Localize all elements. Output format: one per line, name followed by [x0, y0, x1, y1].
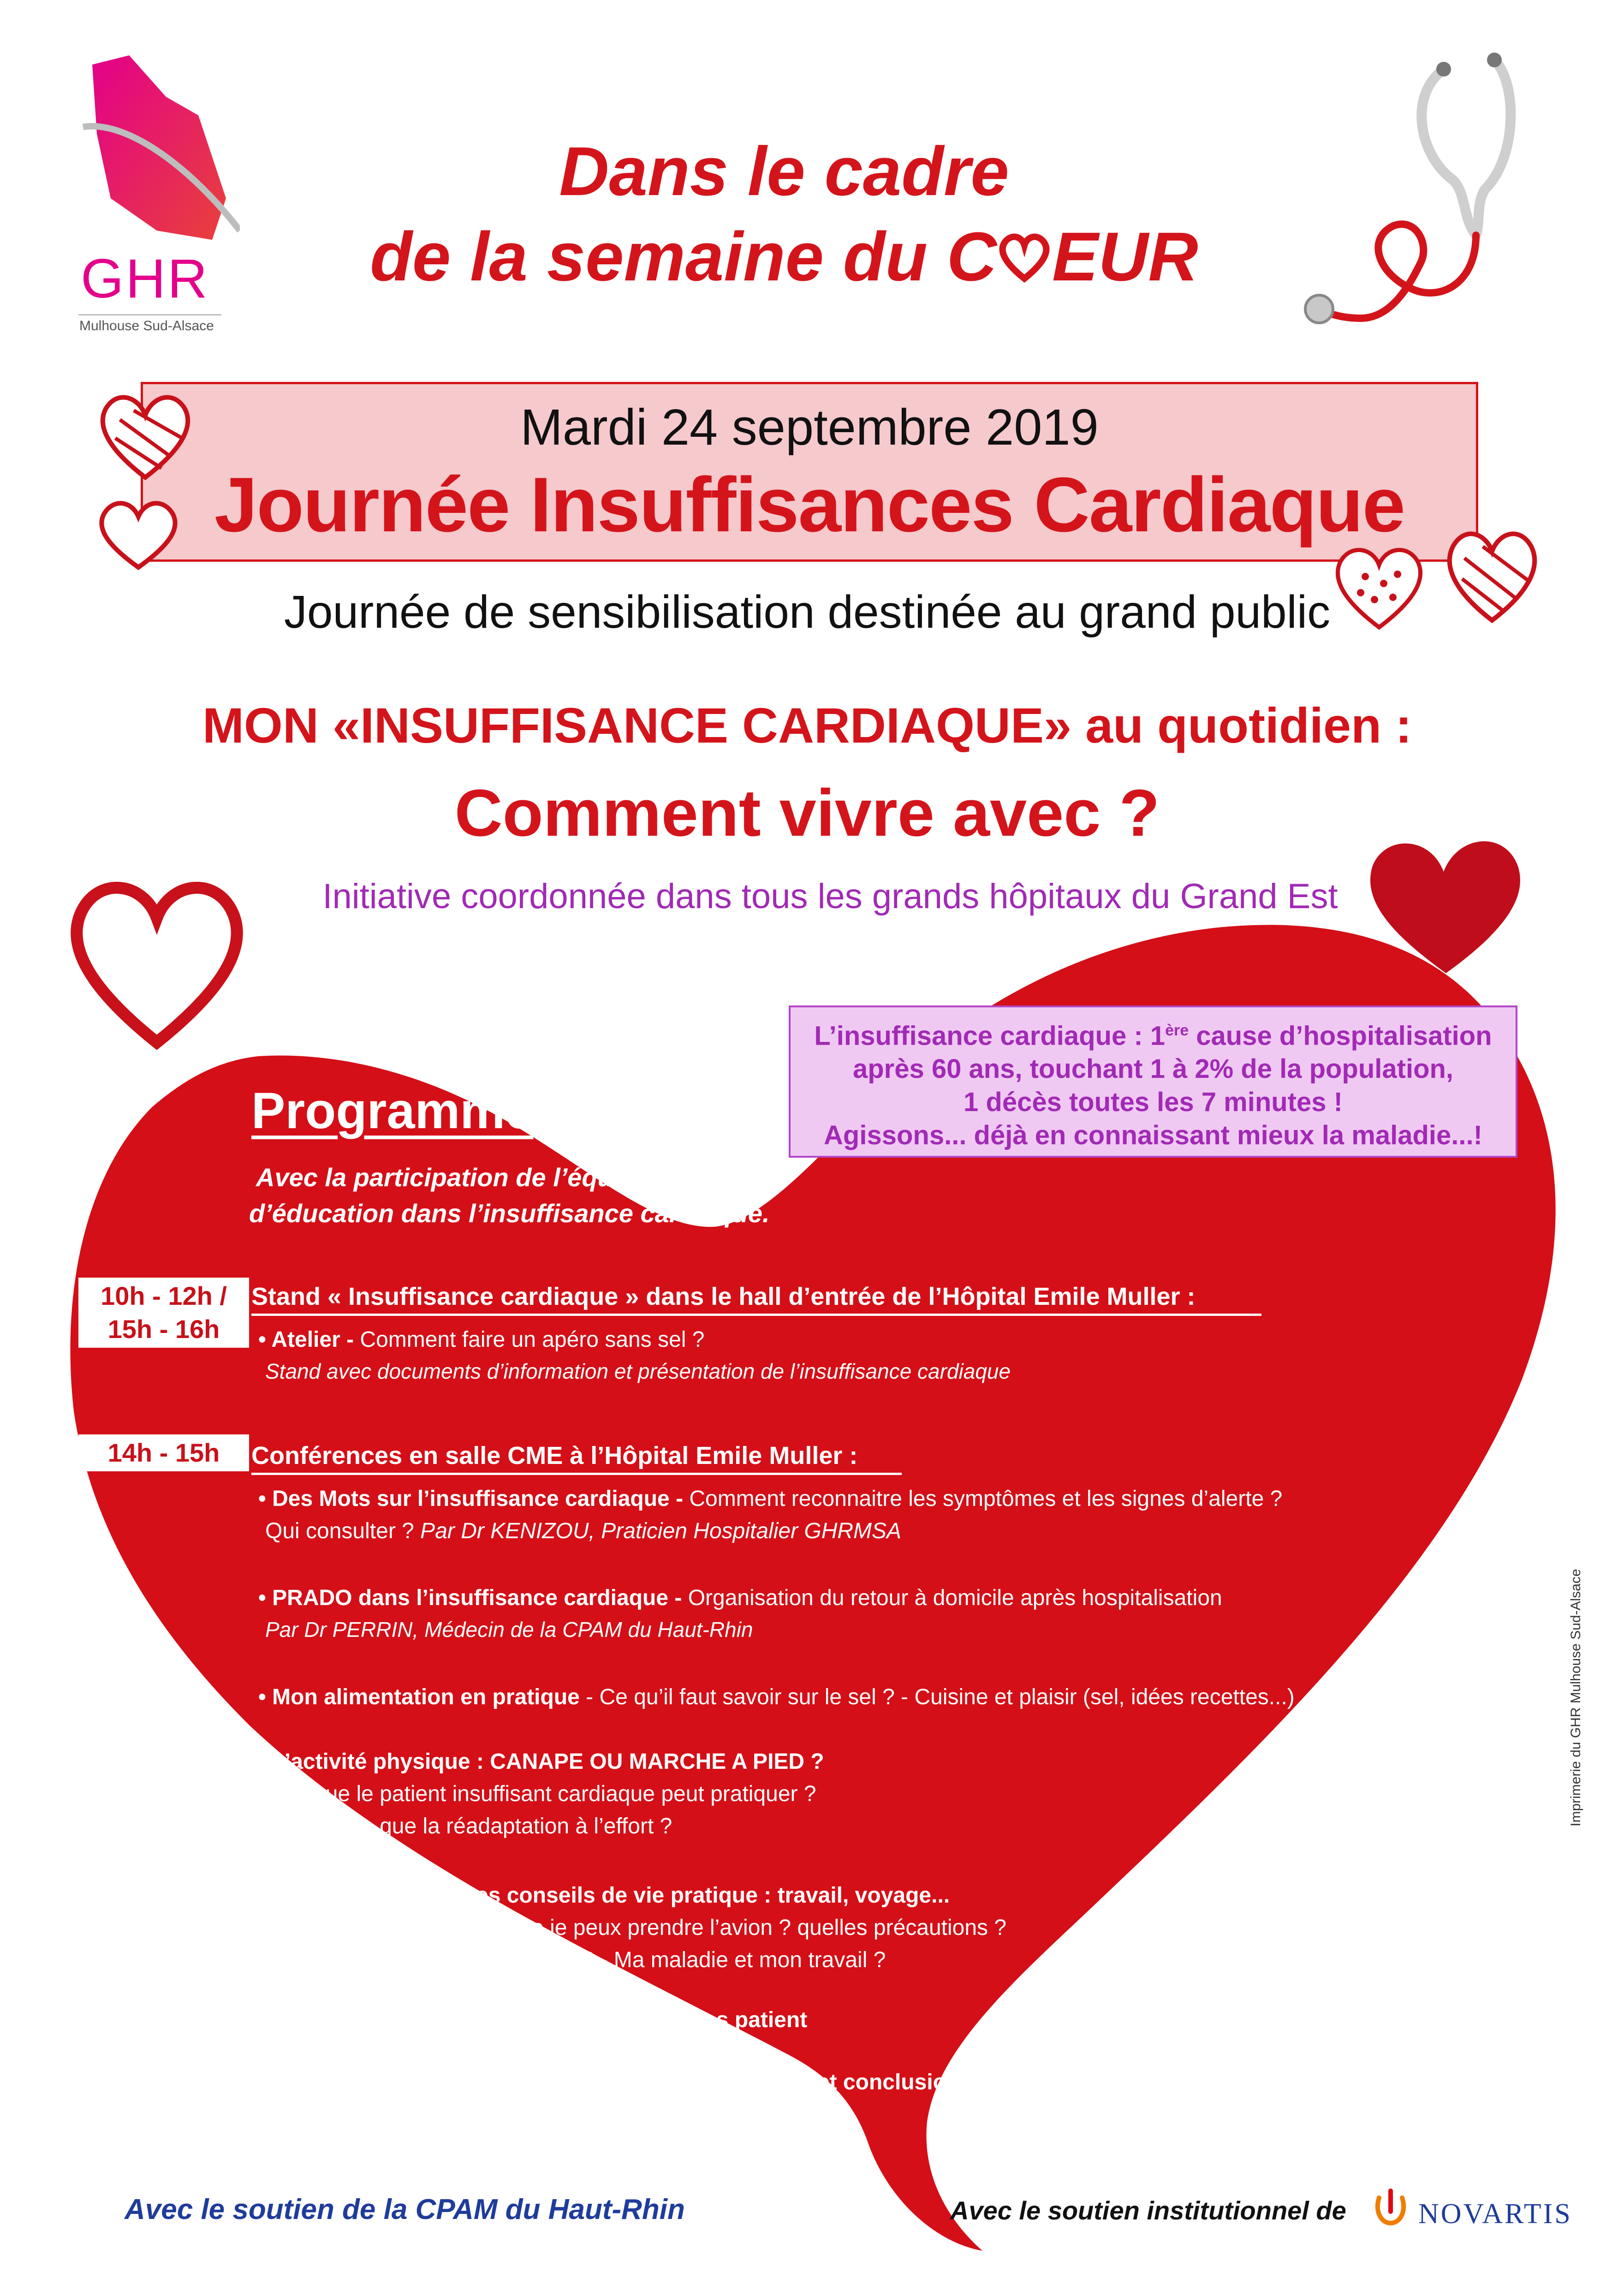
- conference-item-text: - Ce qu’il faut savoir sur le sel ? - Cuisine et plaisir (sel, idées recettes...): [579, 1685, 1295, 1709]
- conference-item-sub-text: Qui consulter ?: [265, 1519, 421, 1543]
- side-note: Imprimerie du GHR Mulhouse Sud-Alsace: [1568, 1569, 1583, 1826]
- info-line1-b: cause d’hospitalisation: [1189, 1021, 1492, 1051]
- initiative-text: Initiative coordonnée dans tous les grands hôpitaux du Grand Est: [322, 877, 1338, 916]
- info-line1-sup: ère: [1165, 1022, 1189, 1039]
- programme-intro-line2: d’éducation dans l’insuffisance cardiaque.: [249, 1199, 770, 1228]
- conference-item: [258, 1582, 1222, 1614]
- conference-item-sub: - Quels vaccins ? - Ma maladie et mon travail ?: [424, 1948, 886, 1972]
- atelier-text: Comment faire un apéro sans sel ?: [360, 1327, 705, 1352]
- time-tag-line1: 10h - 12h /: [101, 1281, 227, 1310]
- header-line2-end: EUR: [1052, 218, 1198, 295]
- programme-intro-line1: Avec la participation de l’équipe: [256, 1163, 651, 1192]
- header-line2-text: de la semaine du C: [370, 218, 997, 295]
- outline-heart-icon: [60, 867, 254, 1052]
- stand-heading: Stand « Insuffisance cardiaque » dans le hall d’entrée de l’Hôpital Emile Muller :: [251, 1283, 1196, 1310]
- info-line3: 1 décès toutes les 7 minutes !: [964, 1087, 1343, 1118]
- conference-item: [258, 1746, 824, 1778]
- logo-name: GHR: [81, 248, 209, 309]
- headline-line1: MON «INSUFFISANCE CARDIAQUE» au quotidien :: [202, 697, 1412, 753]
- conference-item-sub: - Qu’est-ce que la réadaptation à l’effort ?: [265, 1814, 672, 1838]
- conference-heading-underline: [251, 1473, 902, 1475]
- conference-item: [572, 2004, 807, 2036]
- programme-title: Programme: [251, 1083, 534, 1139]
- conference-heading: Conférences en salle CME à l’Hôpital Emile Muller :: [251, 1442, 858, 1469]
- conference-item-text: Comment reconnaitre les symptômes et les signes d’alerte ?: [689, 1487, 1283, 1511]
- info-box: [789, 1005, 1517, 1158]
- conference-item-title: • L’activité physique : CANAPE OU MARCHE A PIED ?: [258, 1749, 824, 1774]
- atelier-item: [258, 1324, 704, 1356]
- conference-item-text: Organisation du retour à domicile après hospitalisation: [688, 1586, 1222, 1610]
- conference-item: [258, 1681, 1295, 1713]
- footer-left: Avec le soutien de la CPAM du Haut-Rhin: [125, 2194, 685, 2225]
- time-tag-line2: 15h - 16h: [107, 1315, 220, 1344]
- banner-title: Journée Insuffisances Cardiaque: [214, 461, 1405, 548]
- novartis-logo-icon: [1370, 2189, 1411, 2225]
- conference-item: [258, 1483, 1282, 1515]
- solid-heart-icon: [1356, 830, 1531, 982]
- headline-line2: Comment vivre avec ?: [454, 776, 1160, 850]
- logo: [74, 46, 240, 351]
- sponsor-name: NOVARTIS: [1418, 2198, 1572, 2230]
- outline-heart-icon: [95, 494, 182, 572]
- tagline: Journée de sensibilisation destinée au grand public: [284, 586, 1331, 638]
- stethoscope-icon: [1301, 42, 1559, 355]
- info-line4: Agissons... déjà en connaissant mieux la maladie...!: [824, 1120, 1482, 1151]
- small-heart-icon: [92, 387, 198, 484]
- conference-item: [417, 1880, 950, 1912]
- speaker-text: Par Dr KENIZOU, Praticien Hospitalier GHRMSA: [420, 1519, 902, 1543]
- speaker-text: Par Dr PERRIN, Médecin de la CPAM du Haut-Rhin: [265, 1618, 753, 1642]
- footer-right: Avec le soutien institutionnel de: [950, 2196, 1346, 2225]
- conference-item-sub: - Ce que le patient insuffisant cardiaque peut pratiquer ?: [265, 1782, 816, 1806]
- header-line2: [323, 217, 1245, 297]
- conference-item-title: • Table ronde et conclusion: [673, 2070, 960, 2094]
- conference-item-title: • Témoignages patient: [572, 2008, 808, 2032]
- banner: [141, 382, 1478, 562]
- atelier-sub: Stand avec documents d’information et présentation de l’insuffisance cardiaque: [265, 1359, 1011, 1383]
- time-tag-afternoon: 14h - 15h: [78, 1434, 249, 1471]
- time-tag-morning: [78, 1278, 249, 1348]
- conference-item-sub: - Est-ce que je peux prendre l’avion ? quelles précautions ?: [424, 1915, 1007, 1940]
- conference-item-title: • Des Mots sur l’insuffisance cardiaque -: [258, 1487, 690, 1511]
- conference-item: [673, 2066, 960, 2099]
- conference-item-title: • Autres conseils de vie pratique : travail, voyage...: [417, 1883, 950, 1908]
- info-line1-a: L’insuffisance cardiaque : 1: [814, 1021, 1166, 1051]
- conference-item-sub: [265, 1515, 901, 1547]
- info-line2: après 60 ans, touchant 1 à 2% de la population,: [852, 1054, 1454, 1084]
- logo-subtitle: Mulhouse Sud-Alsace: [79, 318, 214, 333]
- conference-item-title: • PRADO dans l’insuffisance cardiaque -: [258, 1586, 688, 1610]
- logo-mark-icon: [74, 46, 240, 240]
- stand-heading-underline: [251, 1314, 1261, 1316]
- heart-letter-icon: [997, 232, 1052, 283]
- atelier-label: • Atelier -: [258, 1327, 360, 1352]
- conference-item-title: • Mon alimentation en pratique: [258, 1685, 580, 1709]
- banner-date: Mardi 24 septembre 2019: [520, 399, 1099, 456]
- header-line1: Dans le cadre: [559, 132, 1009, 210]
